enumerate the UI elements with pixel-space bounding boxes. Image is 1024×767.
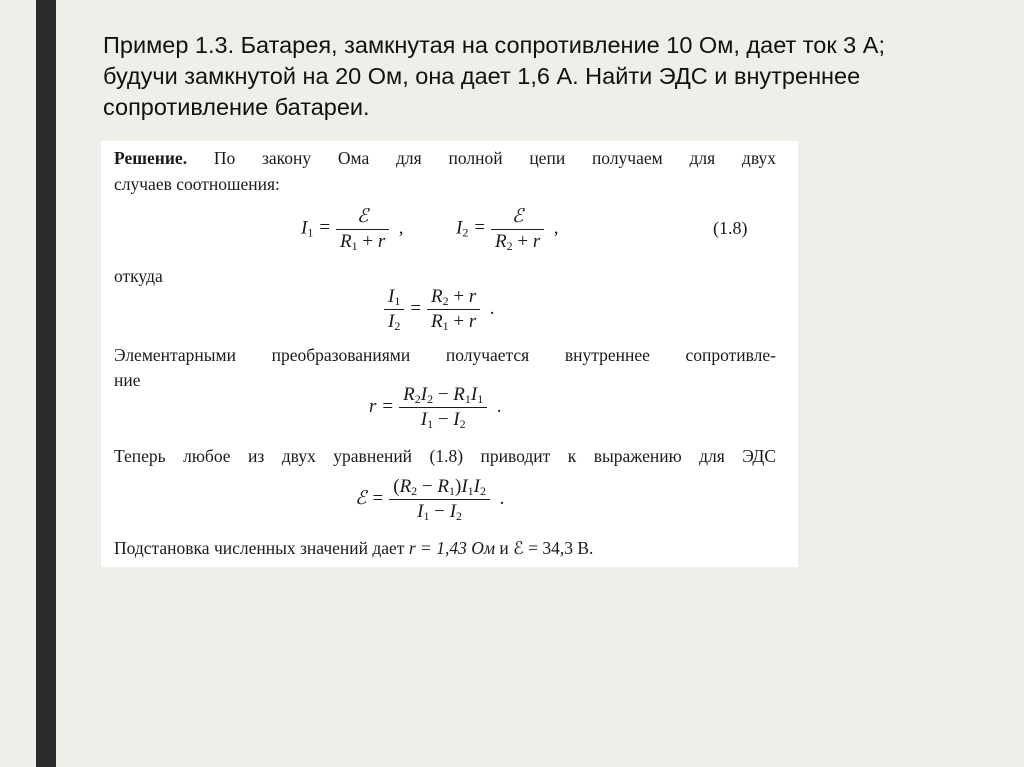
r-result: r = 1,43 Ом [408, 538, 496, 558]
formula-i1: $I_1$ = $\frac{\text{ℰ}}{R_1 + r}$ , [301, 205, 404, 253]
formula-emf: ℰ = $\frac{(R_2 - R_1)I_1I_2}{I_1 - I_2}$ . [355, 476, 505, 523]
formula-r: r = $\frac{R_2I_2 - R_1I_1}{I_1 - I_2}$ . [369, 384, 502, 431]
text-elementary-1: Элементарными преобразованиями получается внутреннее сопротивле- [114, 345, 776, 365]
solution-intro-line-2: случаев соотношения: [114, 174, 280, 194]
text-otkuda: откуда [114, 266, 163, 286]
text-teper: Теперь любое из двух уравнений (1.8) приводит к выражению для ЭДС [114, 446, 776, 466]
problem-line-3: сопротивление батареи. [103, 94, 370, 120]
formula-i2: $I_2$ = $\frac{\text{ℰ}}{R_2 + r}$ , [456, 205, 559, 253]
text-substitution: Подстановка численных значений дает r = 1,43 Ом и ℰ = 34,3 В. [114, 538, 594, 558]
emf-result: ℰ = 34,3 В. [513, 538, 594, 558]
text-elementary-2: ние [114, 370, 141, 390]
problem-line-2: будучи замкнутой на 20 Ом, она дает 1,6 А. Найти ЭДС и внутреннее [103, 63, 861, 89]
solution-heading: Решение. [114, 148, 188, 168]
problem-statement [103, 30, 983, 123]
solution-intro-line-1: Решение. По закону Ома для полной цепи получаем для двух [114, 148, 776, 168]
left-accent-bar [36, 0, 56, 767]
solution-scan [101, 141, 798, 567]
formula-ratio: $\frac{I_1}{I_2}$ = $\frac{R_2 + r}{R_1 + r}$ . [384, 286, 495, 333]
problem-line-1: Пример 1.3. Батарея, замкнутая на сопротивление 10 Ом, дает ток 3 А; [103, 32, 885, 58]
equation-number: (1.8) [713, 218, 748, 238]
